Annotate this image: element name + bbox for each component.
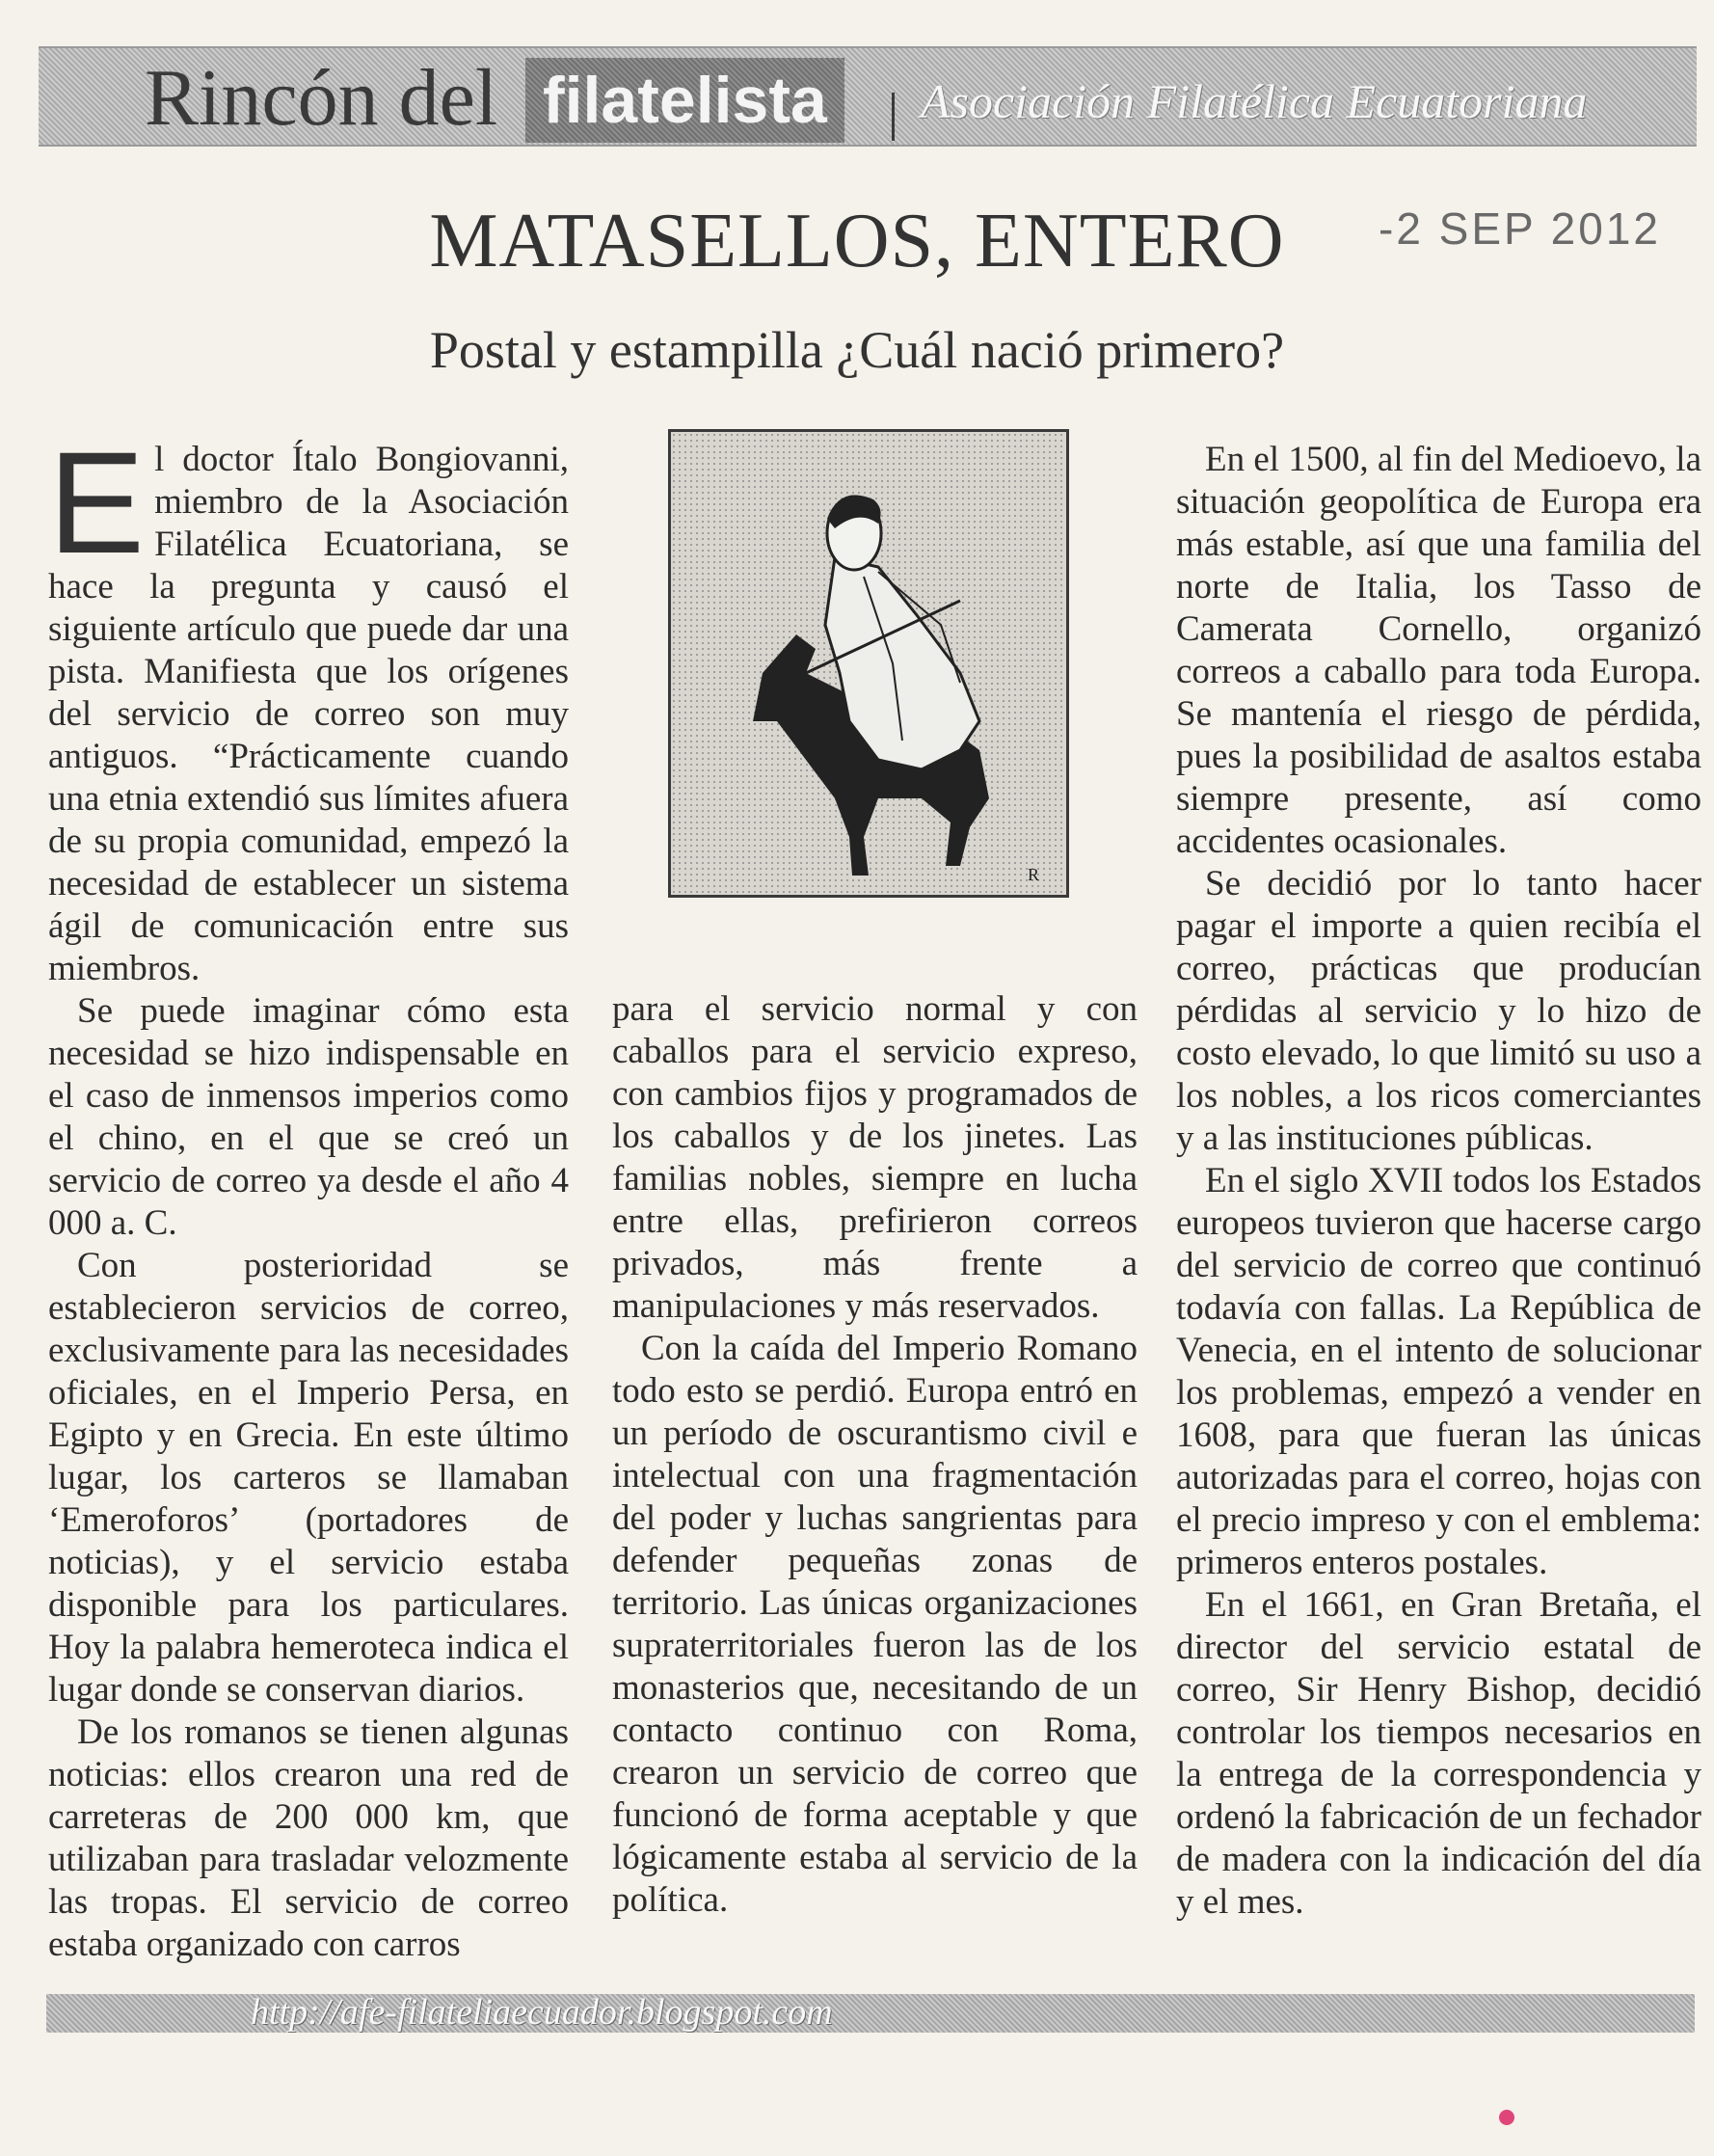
- paragraph: [48, 421, 569, 990]
- section-title: Rincón del: [145, 53, 498, 143]
- illustration-drawing: [671, 432, 1066, 895]
- rider-on-horse-illustration: [668, 429, 1069, 898]
- article-column-2: [612, 988, 1138, 1922]
- ink-dot: [1499, 2110, 1514, 2125]
- date-stamp: -2 SEP 2012: [1379, 203, 1662, 254]
- paragraph: En el siglo XVII todos los Estados europeos tuvieron que hacerse cargo del servicio de correo que continuó todavía con fallas. La República de Venecia, en el intento de solucionar los problemas, empezó a vender en 1608, para que fueran las únicas autorizadas para el correo, hojas con el precio impreso y con el emblema: primeros enteros postales.: [1176, 1161, 1701, 1582]
- paragraph: De los romanos se tienen algunas noticias: ellos crearon una red de carreteras de 200 000 km, que utilizaban para trasladar velozmente las tropas. El servicio de correo estaba organizado con carros: [48, 1712, 569, 1964]
- article-title: MATASELLOS, ENTERO: [429, 199, 1285, 283]
- organization-name: Asociación Filatélica Ecuatoriana: [921, 74, 1588, 128]
- footer-url[interactable]: http://afe-filateliaecuador.blogspot.com: [251, 1992, 833, 2033]
- article-subtitle: Postal y estampilla ¿Cuál nació primero?: [429, 321, 1285, 379]
- paragraph: Con la caída del Imperio Romano todo esto se perdió. Europa entró en un período de oscurantismo civil e intelectual con una fragmentación del poder y luchas sangrientas para defender pequeñas zonas de territorio. Las únicas organizaciones supraterritoriales fueron las de los monasterios que, necesitando de un contacto continuo con Roma, crearon un servicio de correo que funcionó de forma aceptable y que lógicamente estaba al servicio de la política.: [612, 1329, 1138, 1920]
- article-column-3: [1176, 439, 1701, 1924]
- paragraph: Con posterioridad se establecieron servicios de correo, exclusivamente para las necesidades oficiales, en el Imperio Persa, en Egipto y en Grecia. En este último lugar, los carteros se llamaban ‘Emeroforos’ (portadores de noticias), y el servicio estaba disponible para los particulares. Hoy la palabra hemeroteca indica el lugar donde se conservan diarios.: [48, 1246, 569, 1710]
- paragraph-text: l doctor Ítalo Bongiovanni, miembro de la Asociación Filatélica Ecuatoriana, se hace la pregunta y causó el siguiente artículo que puede dar una pista. Manifiesta que los orígenes del servicio de correo son muy antiguos. “Prácticamente cuando una etnia extendió sus límites afuera de su propia comunidad, empezó la necesidad de establecer un sistema ágil de comunicación entre sus miembros.: [48, 440, 569, 988]
- svg-text:R: R: [1028, 865, 1040, 884]
- paragraph: En el 1661, en Gran Bretaña, el director del servicio estatal de correo, Sir Henry Bishop, decidió controlar los tiempos necesarios en la entrega de la correspondencia y ordenó la fabricación de un fechador de madera con la indicación del día y el mes.: [1176, 1585, 1701, 1922]
- article-column-1: [48, 421, 569, 1966]
- paragraph: En el 1500, al fin del Medioevo, la situación geopolítica de Europa era más estable, así que una familia del norte de Italia, los Tasso de Camerata Cornello, organizó correos a caballo para toda Europa. Se mantenía el riesgo de pérdida, pues la posibilidad de asaltos estaba siempre presente, así como accidentes ocasionales.: [1176, 440, 1701, 861]
- paragraph: Se decidió por lo tanto hacer pagar el importe a quien recibía el correo, prácticas que producían pérdidas al servicio y lo hizo de costo elevado, lo que limitó su uso a los nobles, a los ricos comerciantes y a las instituciones públicas.: [1176, 864, 1701, 1158]
- section-title-highlight: filatelista: [525, 58, 844, 143]
- paragraph: Se puede imaginar cómo esta necesidad se hizo indispensable en el caso de inmensos imperios como el chino, en el que se creó un servicio de correo ya desde el año 4 000 a. C.: [48, 991, 569, 1243]
- header-divider: [892, 93, 895, 141]
- drop-cap: E: [48, 421, 146, 583]
- paragraph: para el servicio normal y con caballos para el servicio expreso, con cambios fijos y programados de los caballos y de los jinetes. Las familias nobles, siempre en lucha entre ellas, prefirieron correos privados, más frente a manipulaciones y más reservados.: [612, 989, 1138, 1326]
